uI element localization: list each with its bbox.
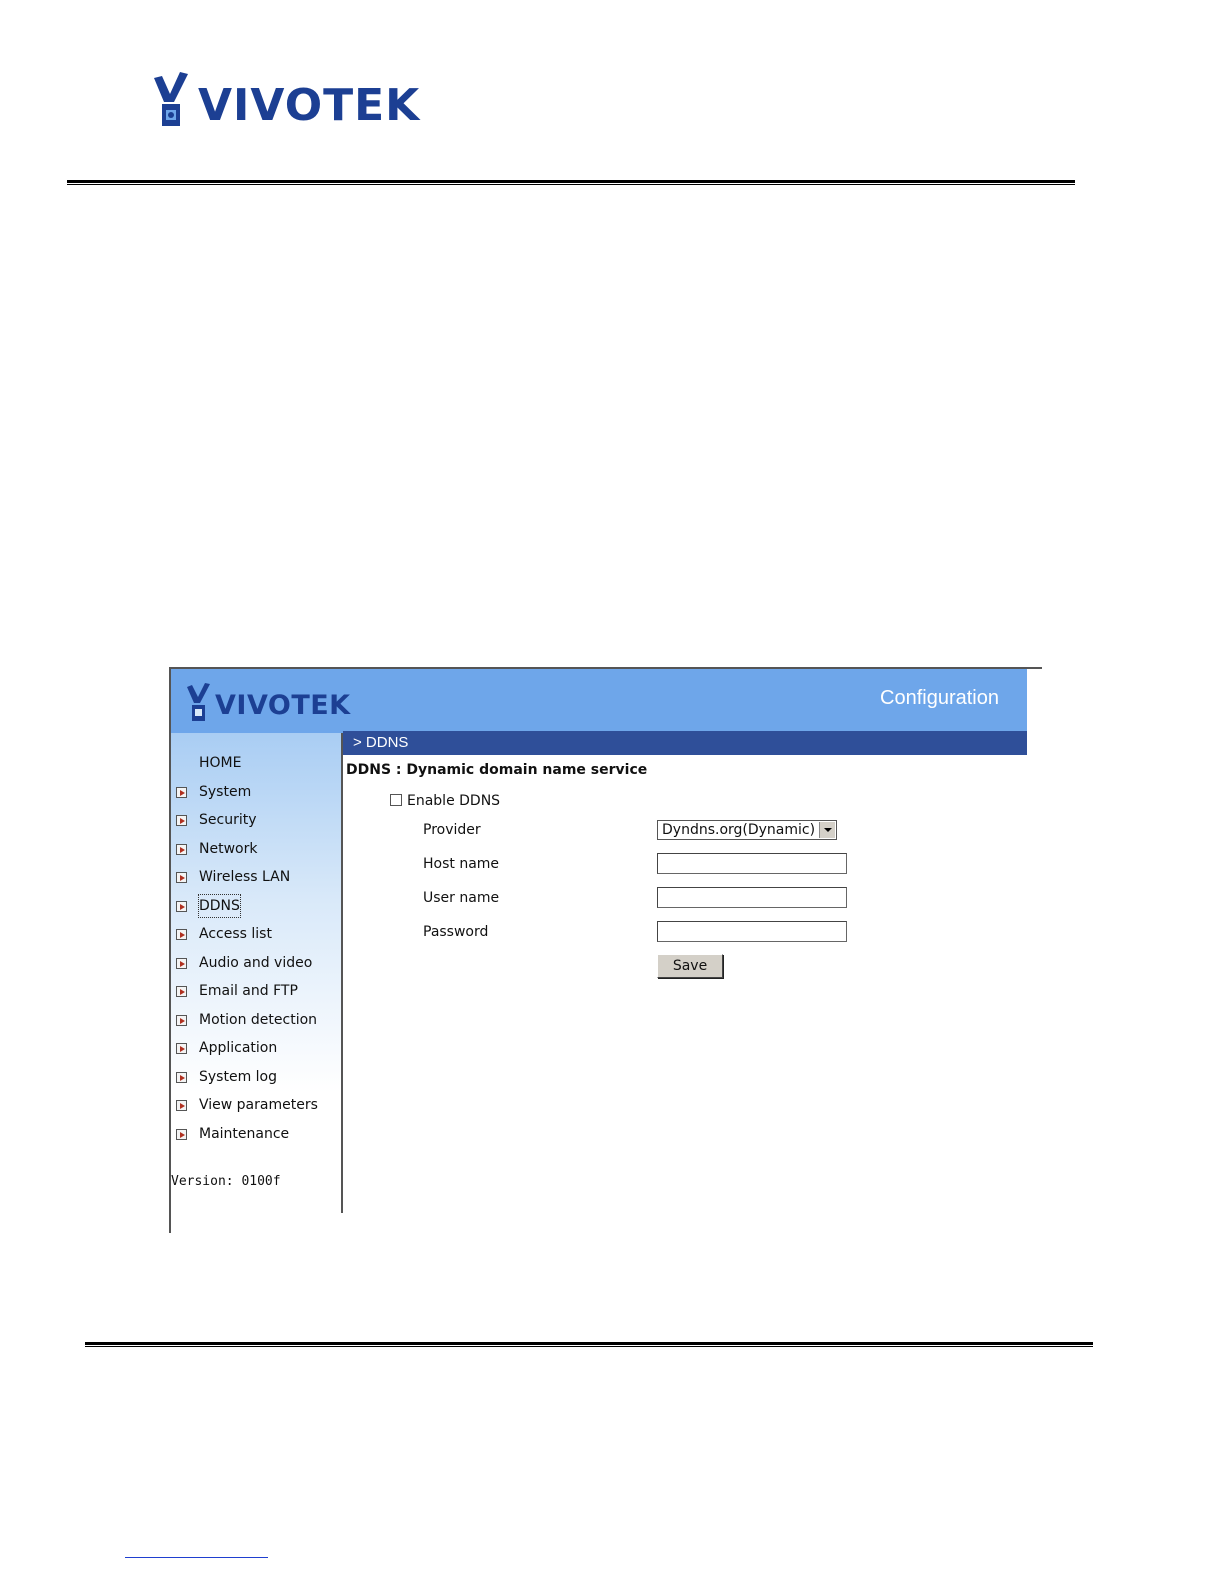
screenshot-top-border: [169, 667, 1042, 669]
save-button[interactable]: Save: [657, 954, 723, 978]
arrow-right-icon: [176, 986, 187, 997]
breadcrumb: [343, 731, 1027, 755]
arrow-right-icon: [176, 901, 187, 912]
footer-link-underline: [125, 1557, 268, 1558]
vivotek-document-logo: [150, 72, 421, 132]
arrow-right-icon: [176, 1043, 187, 1054]
arrow-right-icon: [176, 787, 187, 798]
username-input[interactable]: [657, 887, 847, 908]
ui-header-bar: [171, 669, 1027, 733]
header-rule: [67, 180, 1075, 185]
footer-rule: [85, 1342, 1093, 1347]
brand-wordmark: VIVOTEK: [198, 80, 421, 131]
provider-label: Provider: [423, 822, 481, 838]
arrow-right-icon: [176, 929, 187, 940]
hostname-input[interactable]: [657, 853, 847, 874]
arrow-right-icon: [176, 844, 187, 855]
hostname-label: Host name: [423, 856, 500, 872]
arrow-right-icon: [176, 1072, 187, 1083]
provider-selected-value: Dyndns.org(Dynamic): [662, 822, 816, 838]
sidebar-nav: HOME System Security Network Wireless LAN DDNS Access list Audio and video Email and FTP Motion detection Application System log View parameters Maintenance: [171, 733, 341, 1213]
sidebar-divider: [341, 733, 343, 1213]
arrow-right-icon: [176, 1100, 187, 1111]
enable-ddns-label: Enable DDNS: [407, 793, 501, 809]
screenshot-left-border: [169, 667, 171, 1233]
enable-ddns-checkbox[interactable]: [390, 794, 402, 806]
breadcrumb-text: > DDNS: [353, 734, 409, 751]
arrow-right-icon: [176, 872, 187, 883]
arrow-right-icon: [176, 815, 187, 826]
camera-antenna-icon: [150, 72, 198, 132]
arrow-right-icon: [176, 1015, 187, 1026]
arrow-right-icon: [176, 958, 187, 969]
configuration-screenshot: [169, 667, 1029, 1233]
password-input[interactable]: [657, 921, 847, 942]
provider-select[interactable]: [657, 820, 837, 840]
ui-logo: [185, 683, 365, 725]
page-title: DDNS : Dynamic domain name service: [346, 762, 648, 778]
camera-antenna-icon: [185, 683, 215, 725]
version-label: Version: 0100f: [171, 1174, 281, 1189]
ui-brand-wordmark: VIVOTEK: [215, 690, 351, 721]
chevron-down-icon[interactable]: [819, 822, 835, 838]
ui-header-title: Configuration: [880, 687, 999, 709]
arrow-right-icon: [176, 1129, 187, 1140]
password-label: Password: [423, 924, 489, 940]
username-label: User name: [423, 890, 500, 906]
